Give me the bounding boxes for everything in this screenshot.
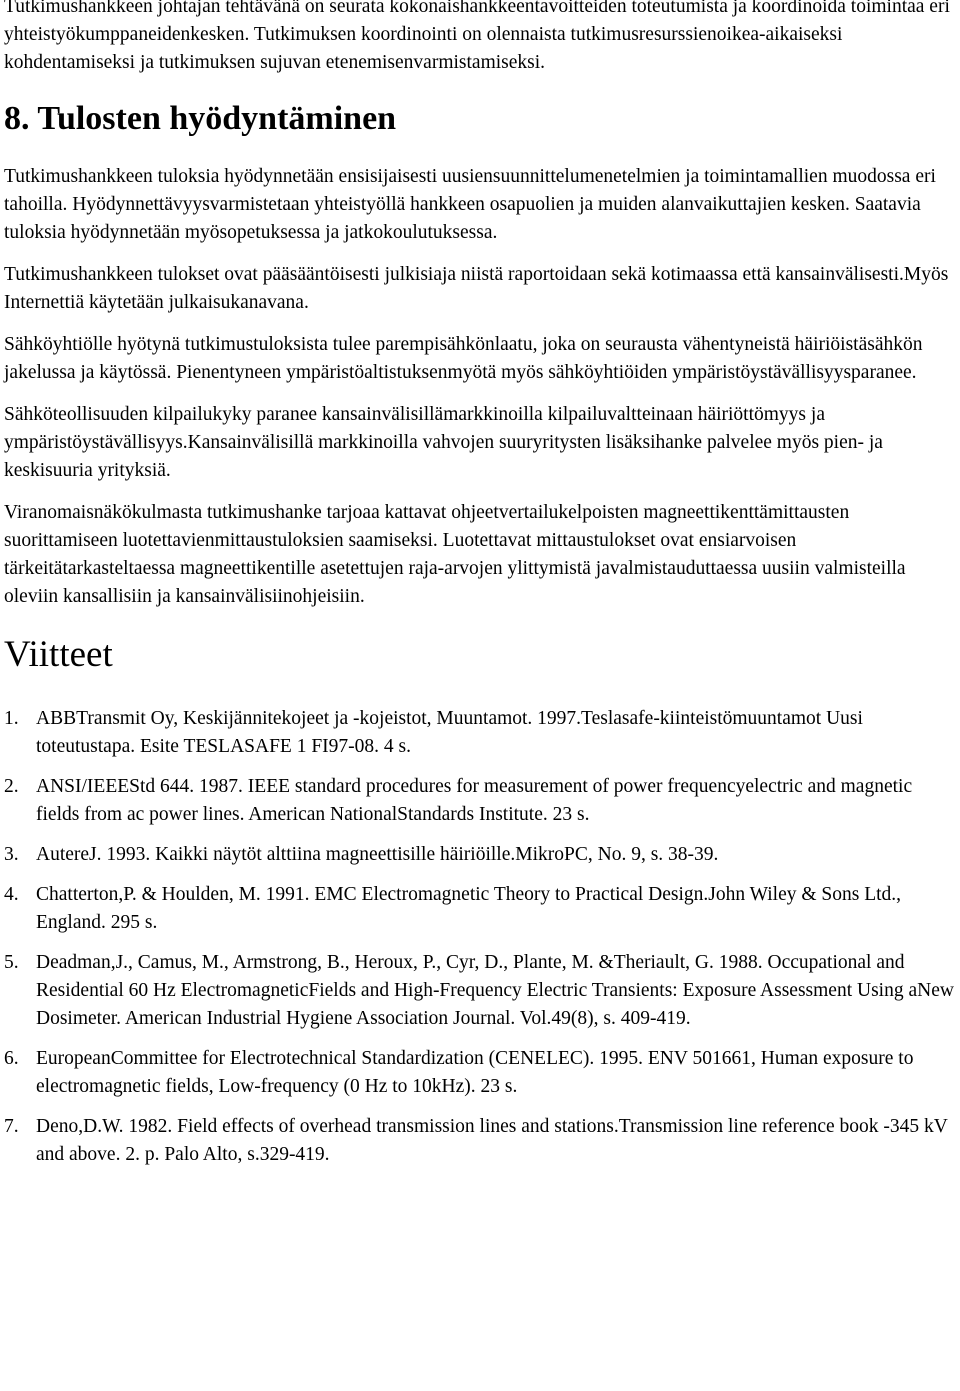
intro-paragraph: Tutkimushankkeen johtajan tehtävänä on seurata kokonaishankkeentavoitteiden toteutumista ja koordinoida toimintaa eri yhteistyökumppaneidenkesken. Tutkimuksen koordinointi on olennaista tutkimusresurssienoikea-aikaiseksi kohdentamiseksi ja tutkimuksen sujuvan etenemisenvarmistamiseksi.	[4, 0, 950, 73]
reference-number: 2.	[4, 776, 19, 797]
reference-item	[4, 1045, 954, 1101]
reference-number: 5.	[4, 952, 19, 973]
reference-item	[4, 949, 954, 1033]
reference-text: AutereJ. 1993. Kaikki näytöt alttiina magneettisille häiriöille.MikroPC, No. 9, s. 38-39.	[36, 844, 719, 865]
reference-text: Deno,D.W. 1982. Field effects of overhead transmission lines and stations.Transmission line reference book -345 kV and above. 2. p. Palo Alto, s.329-419.	[36, 1116, 948, 1165]
paragraph: Sähköteollisuuden kilpailukyky paranee kansainvälisillämarkkinoilla kilpailuvaltteinaan häiriöttömyys ja ympäristöystävällisyys.Kansainvälisillä markkinoilla vahvojen suuryritysten lisäksihanke palvelee myös pien- ja keskisuuria yrityksiä.	[4, 404, 883, 481]
paragraph: Viranomaisnäkökulmasta tutkimushanke tarjoaa kattavat ohjeetvertailukelpoisten magneettikenttämittausten suorittamiseen luotettavienmittaustuloksien saamiseksi. Luotettavat mittaustulokset ovat ensiarvoisen tärkeitätarkasteltaessa magneettikentille asetettujen raja-arvojen ylittymistä javalmistauduttaessa uusiin valmisteilla oleviin kansallisiin ja kansainvälisiinohjeisiin.	[4, 502, 906, 607]
reference-item	[4, 705, 954, 761]
document-page	[4, 0, 954, 1181]
reference-text: ANSI/IEEEStd 644. 1987. IEEE standard procedures for measurement of power frequencyelectric and magnetic fields from ac power lines. American NationalStandards Institute. 23 s.	[36, 776, 913, 825]
paragraph: Sähköyhtiölle hyötynä tutkimustuloksista tulee parempisähkönlaatu, joka on seurausta vähentyneistä häiriöistäsähkön jakelussa ja käytössä. Pienentyneen ympäristöaltistuksenmyötä myös sähköyhtiöiden ympäristöystävällisyysparanee.	[4, 334, 923, 383]
reference-item	[4, 841, 954, 869]
references-heading: Viitteet	[4, 634, 113, 675]
reference-number: 4.	[4, 884, 19, 905]
reference-text: Deadman,J., Camus, M., Armstrong, B., Heroux, P., Cyr, D., Plante, M. &Theriault, G. 1988. Occupational and Residential 60 Hz ElectromagneticFields and High-Frequency Electric Transients: Exposure Assessment Using aNew Dosimeter. American Industrial Hygiene Association Journal. Vol.49(8), s. 409-419.	[36, 952, 954, 1029]
reference-item	[4, 773, 954, 829]
reference-number: 6.	[4, 1048, 19, 1069]
paragraph: Tutkimushankkeen tuloksia hyödynnetään ensisijaisesti uusiensuunnittelumenetelmien ja toimintamallien muodossa eri tahoilla. Hyödynnettävyysvarmistetaan yhteistyöllä hankkeen osapuolien ja muiden alanvaikuttajien kesken. Saatavia tuloksia hyödynnetään myösopetuksessa ja jatkokoulutuksessa.	[4, 166, 936, 243]
section-heading: 8. Tulosten hyödyntäminen	[4, 100, 397, 137]
reference-text: EuropeanCommittee for Electrotechnical Standardization (CENELEC). 1995. ENV 501661, Human exposure to electromagnetic fields, Low-frequency (0 Hz to 10kHz). 23 s.	[36, 1048, 914, 1097]
reference-number: 1.	[4, 708, 19, 729]
paragraph: Tutkimushankkeen tulokset ovat pääsääntöisesti julkisiaja niistä raportoidaan sekä kotimaassa että kansainvälisesti.Myös Internettiä käytetään julkaisukanavana.	[4, 264, 949, 313]
reference-text: ABBTransmit Oy, Keskijännitekojeet ja -kojeistot, Muuntamot. 1997.Teslasafe-kiinteistömuuntamot Uusi toteutustapa. Esite TESLASAFE 1 FI97-08. 4 s.	[36, 708, 863, 757]
reference-item	[4, 1113, 954, 1169]
reference-item	[4, 881, 954, 937]
reference-list	[4, 705, 954, 1169]
reference-number: 3.	[4, 844, 19, 865]
reference-number: 7.	[4, 1116, 19, 1137]
reference-text: Chatterton,P. & Houlden, M. 1991. EMC Electromagnetic Theory to Practical Design.John Wiley & Sons Ltd., England. 295 s.	[36, 884, 902, 933]
